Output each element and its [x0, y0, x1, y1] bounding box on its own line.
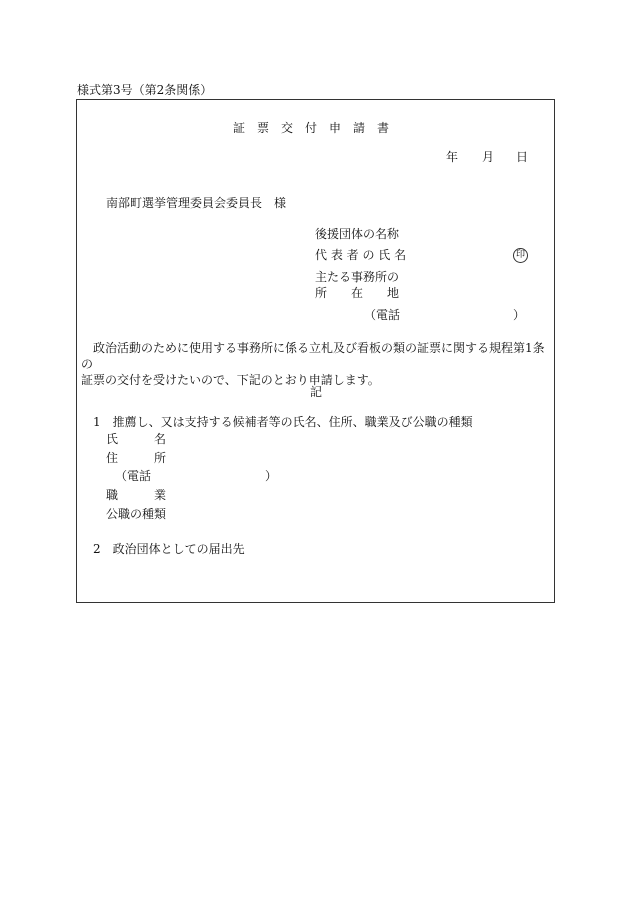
body-line2: 証票の交付を受けたいので、下記のとおり申請します。 [81, 373, 380, 387]
ki-label: 記 [310, 385, 323, 399]
date-day: 日 [516, 150, 529, 164]
item1-address-label: 住 所 [106, 451, 167, 465]
seal-mark: 印 [513, 248, 528, 263]
date-month: 月 [482, 150, 495, 164]
date-year: 年 [446, 150, 459, 164]
addressee: 南部町選挙管理委員会委員長 様 [106, 196, 287, 210]
office-label-line1: 主たる事務所の [315, 270, 400, 284]
item1-office-type-label: 公職の種類 [106, 507, 167, 521]
item1-job-label: 職 業 [106, 488, 167, 502]
body-paragraph [81, 340, 551, 388]
item1-phone-close: ） [265, 469, 278, 483]
item1-heading: 1 推薦し、又は支持する候補者等の氏名、住所、職業及び公職の種類 [93, 415, 473, 429]
office-label-line2: 所 在 地 [315, 286, 400, 300]
item2-heading: 2 政治団体としての届出先 [93, 542, 245, 556]
item1-name-label: 氏 名 [106, 432, 167, 446]
applicant-phone-open: （電話 [364, 308, 401, 322]
item1-phone-open: （電話 [115, 469, 152, 483]
form-number: 様式第3号（第2条関係） [77, 83, 213, 97]
form-title: 証 票 交 付 申 請 書 [233, 121, 390, 135]
body-line1: 政治活動のために使用する事務所に係る立札及び看板の類の証票に関する規程第1条の [81, 341, 545, 371]
rep-name-label: 代 表 者 の 氏 名 [315, 248, 407, 262]
applicant-phone-close: ） [513, 308, 526, 322]
org-name-label: 後援団体の名称 [315, 227, 400, 241]
